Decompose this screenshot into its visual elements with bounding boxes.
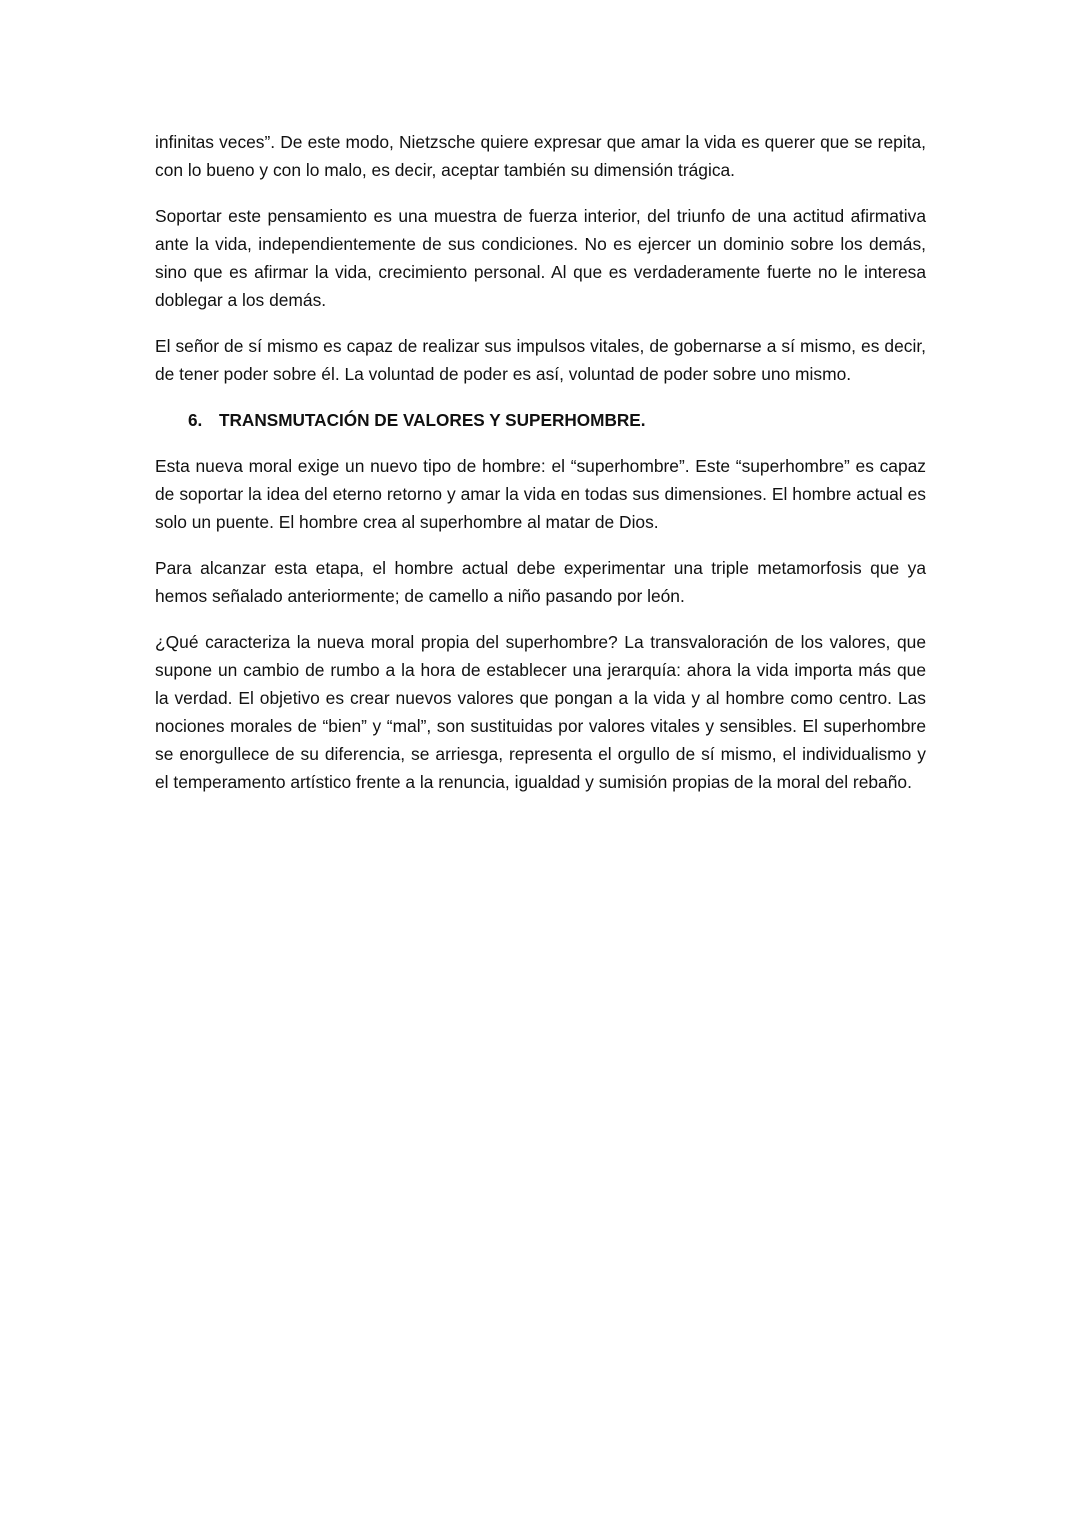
paragraph-will-to-power: El señor de sí mismo es capaz de realizar sus impulsos vitales, de gobernarse a sí mismo, es decir, de tener poder sobre él. La voluntad de poder es así, voluntad de poder sobre uno mismo. <box>155 336 926 384</box>
paragraph-inner-strength: Soportar este pensamiento es una muestra de fuerza interior, del triunfo de una actitud afirmativa ante la vida, independientemente de sus condiciones. No es ejercer un dominio sobre los demás, sino que es afirmar la vida, crecimiento personal. Al que es verdaderamente fuerte no le interesa doblegar a los demás. <box>155 206 926 310</box>
paragraph-eternal-return: infinitas veces”. De este modo, Nietzsche quiere expresar que amar la vida es querer que se repita, con lo bueno y con lo malo, es decir, aceptar también su dimensión trágica. <box>155 132 926 180</box>
paragraph-superman: Esta nueva moral exige un nuevo tipo de hombre: el “superhombre”. Este “superhombre” es capaz de soportar la idea del eterno retorno y amar la vida en todas sus dimensiones. El hombre actual es solo un puente. El hombre crea al superhombre al matar de Dios. <box>155 456 926 532</box>
paragraph-metamorphosis: Para alcanzar esta etapa, el hombre actual debe experimentar una triple metamorfosis que ya hemos señalado anteriormente; de camello a niño pasando por león. <box>155 558 926 606</box>
section-heading <box>155 406 926 434</box>
section-title: TRANSMUTACIÓN DE VALORES Y SUPERHOMBRE. <box>219 410 646 430</box>
section-number: 6. <box>188 410 203 430</box>
paragraph-new-morality: ¿Qué caracteriza la nueva moral propia del superhombre? La transvaloración de los valores, que supone un cambio de rumbo a la hora de establecer una jerarquía: ahora la vida importa más que la verdad. El objetivo es crear nuevos valores que pongan a la vida y al hombre como centro. Las nociones morales de “bien” y “mal”, son sustituidas por valores vitales y sensibles. El superhombre se enorgullece de su diferencia, se arriesga, representa el orgullo de sí mismo, el individualismo y el temperamento artístico frente a la renuncia, igualdad y sumisión propias de la moral del rebaño. <box>155 632 926 792</box>
document-page <box>155 128 926 814</box>
